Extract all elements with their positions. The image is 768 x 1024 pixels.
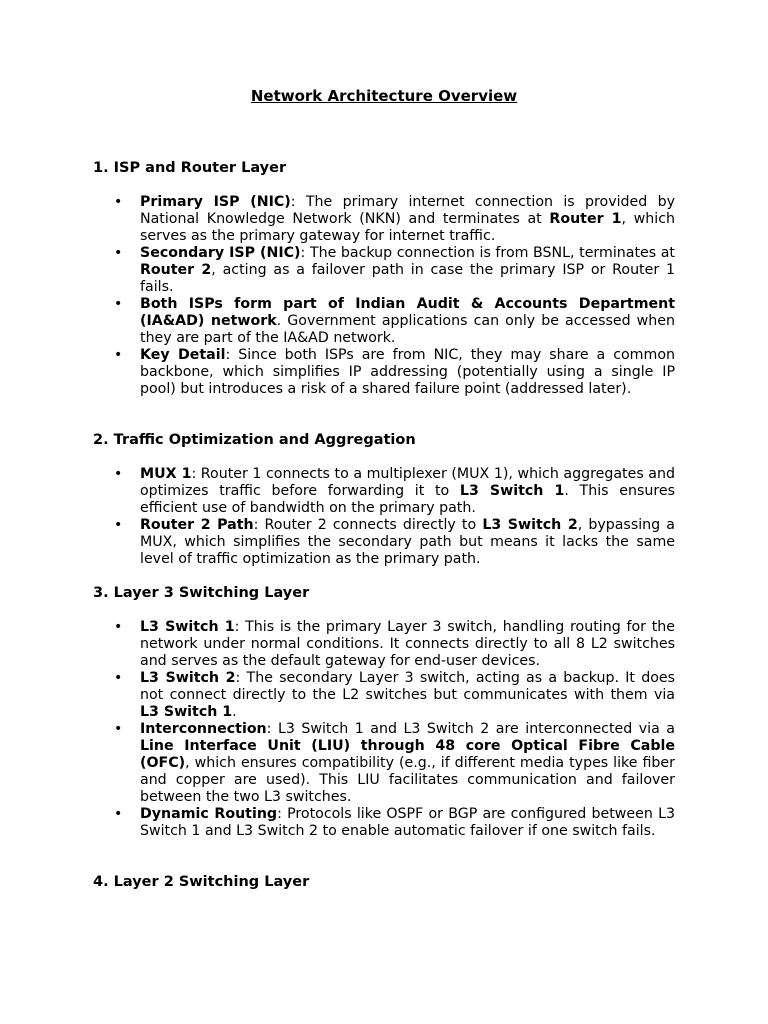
section-heading: 1. ISP and Router Layer [93, 160, 287, 176]
bold-term: L3 Switch 1 [140, 704, 233, 720]
section-layer2-switching [93, 874, 675, 891]
text-run: . This ensures efficient use of bandwidth on the primary path. [140, 483, 675, 516]
list-item [93, 296, 675, 347]
text-run: , bypassing a MUX, which simplifies the secondary path but means it lacks the same level of traffic optimization as the primary path. [140, 517, 675, 567]
bold-term: Router 2 Path [140, 517, 254, 533]
bold-term: Interconnection [140, 721, 267, 737]
section-heading: 2. Traffic Optimization and Aggregation [93, 432, 416, 448]
text-run: : This is the primary Layer 3 switch, handling routing for the network under normal conditions. It connects directly to all 8 L2 switches and serves as the default gateway for end-user devices. [140, 619, 675, 669]
bold-term: Primary ISP (NIC) [140, 194, 291, 210]
list-item [93, 466, 675, 517]
text-run: : Router 2 connects directly to [253, 517, 483, 533]
list-item [93, 806, 675, 840]
text-run: . Government applications can only be accessed when they are part of the IA&AD network. [140, 313, 676, 346]
text-run: : Protocols like OSPF or BGP are configured between L3 Switch 1 and L3 Switch 2 to enable automatic failover if one switch fails. [140, 806, 675, 839]
text-run: : Router 1 connects to a multiplexer (MUX 1), which aggregates and optimizes traffic before forwarding it to [140, 466, 675, 499]
section-heading: 4. Layer 2 Switching Layer [93, 874, 310, 890]
list-item [93, 721, 675, 806]
text-run: , which serves as the primary gateway for internet traffic. [140, 211, 676, 244]
bold-term: MUX 1 [140, 466, 192, 482]
list-item [93, 347, 675, 398]
list-item [93, 194, 675, 245]
list-item [93, 517, 675, 568]
section-isp-router-layer [93, 160, 675, 398]
bold-term: L3 Switch 1 [140, 619, 235, 635]
section-layer3-switching [93, 585, 675, 840]
bullet-list [93, 619, 675, 840]
bold-term: Secondary ISP (NIC) [140, 245, 301, 261]
bold-term: Line Interface Unit (LIU) through 48 core Optical Fibre Cable (OFC) [140, 738, 675, 771]
list-item [93, 245, 675, 296]
bold-term: Router 1 [549, 211, 622, 227]
text-run: . [232, 704, 237, 720]
bold-term: Router 2 [140, 262, 212, 278]
bullet-list [93, 194, 675, 398]
bold-term: Dynamic Routing [140, 806, 278, 822]
bold-term: L3 Switch 2 [482, 517, 578, 533]
text-run: : The primary internet connection is provided by National Knowledge Network (NKN) and terminates at [140, 194, 676, 227]
text-run: , which ensures compatibility (e.g., if different media types like fiber and copper are used). This LIU facilitates communication and failover between the two L3 switches. [140, 755, 675, 805]
section-traffic-optimization [93, 432, 675, 568]
bold-term: Key Detail [140, 347, 226, 363]
text-run: : L3 Switch 1 and L3 Switch 2 are interconnected via a [266, 721, 675, 737]
list-item [93, 670, 675, 721]
text-run: : The backup connection is from BSNL, terminates at [300, 245, 675, 261]
text-run: : Since both ISPs are from NIC, they may share a common backbone, which simplifies IP addressing (potentially using a single IP pool) but introduces a risk of a shared failure point (addressed later). [140, 347, 675, 397]
text-run: , acting as a failover path in case the primary ISP or Router 1 fails. [140, 262, 676, 295]
list-item [93, 619, 675, 670]
page-title: Network Architecture Overview [250, 87, 518, 105]
bold-term: L3 Switch 2 [140, 670, 236, 686]
bold-term: Both ISPs form part of Indian Audit & Accounts Department (IA&AD) network [140, 296, 675, 329]
bullet-list [93, 466, 675, 568]
bold-term: L3 Switch 1 [459, 483, 565, 499]
section-heading: 3. Layer 3 Switching Layer [93, 585, 310, 601]
text-run: : The secondary Layer 3 switch, acting as a backup. It does not connect directly to the L2 switches but communicates with them via [140, 670, 675, 703]
